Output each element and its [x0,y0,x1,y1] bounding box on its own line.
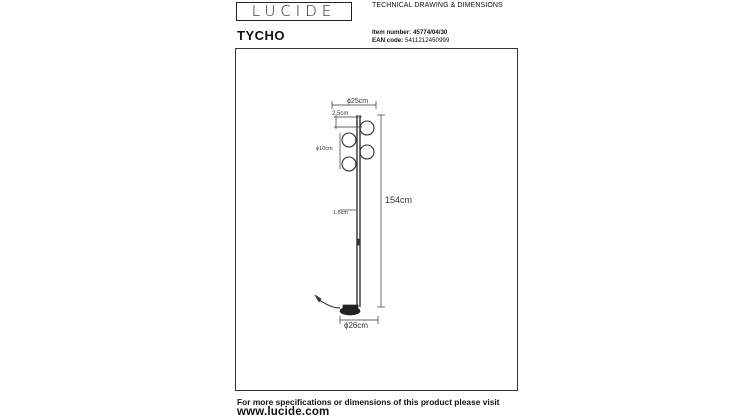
floor-lamp-drawing [236,49,519,392]
base-diameter-label: ϕ26cm [344,321,369,330]
footer-note: For more specifications or dimensions of this product please visit [237,397,500,407]
shade-gap-label: 2.5cm [332,111,349,117]
document-type: TECHNICAL DRAWING & DIMENSIONS [372,2,503,9]
height-label: 154cm [385,195,413,205]
item-number-value: 45774/04/30 [412,29,448,36]
ean-value: 5411212450999 [405,37,450,44]
globe-shade-bottom-left [342,157,356,171]
brand-logo: LUCIDE [236,2,352,21]
globe-shade-top-left [342,133,356,147]
top-diameter-label: ϕ25cm [347,98,369,105]
item-number-line [372,29,447,37]
globe-shade-top-right [360,121,374,135]
shade-diameter-label: ϕ10cm [316,146,333,152]
item-number-label: Item number: [372,29,412,36]
product-name: TYCHO [237,28,285,43]
switch-marker [357,239,360,245]
website-link[interactable]: www.lucide.com [237,406,330,418]
globe-shade-bottom-right [360,145,374,159]
ean-line [372,37,449,45]
technical-drawing [235,48,518,391]
cable-dimension-label: 1.6cm [333,210,348,216]
ean-label: EAN code: [372,37,404,44]
